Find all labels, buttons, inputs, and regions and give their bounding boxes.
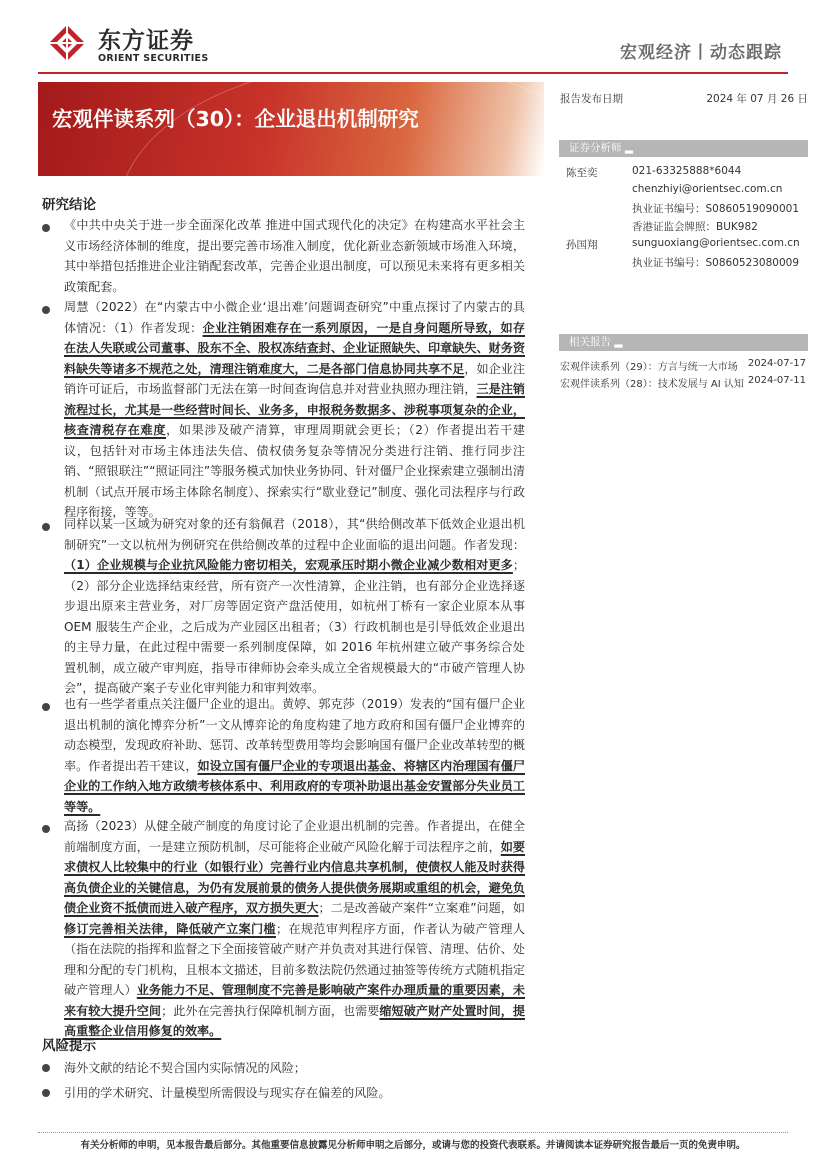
highlight-text: 如要求债权人比较集中的行业（如银行业）完善行业内信息共享机制，使债权人能及时获得高负债企业的关键信息，为仍有发展前景的债务人提供债务展期或重组的机会，避免负债企业资不抵债而进入破产程序，双方损失更大 — [64, 839, 525, 915]
text-run: ；（2）部分企业选择结束经营，所有资产一次性清算，企业注销，也有部分企业选择逐步退出原来主营业务，对厂房等固定资产盘活使用，如杭州丁桥有一家企业原本从事 OEM 服装生产企业，之后成为产业园区出租者；（3）行政机制也是引导低效企业退出的主导力量，在此过程中需要一系列制度保障，如 2016 年杭州建立破产事务综合处置机制，成立破产审判庭，指导市律师协会牵头成立全省规模最大的“市破产管理人协会”，提高破产案子专业化审判能力和审判效率。 — [64, 558, 525, 695]
text-run: ，如果涉及破产清算，审理周期就会更长；（2）作者提出若干建议，包括针对市场主体违法失信、债权债务复杂等情况分类进行注销、推行同步注销、“照银联注”“照证同注”等服务模式加快业务协同、针对僵尸企业探索建立强制出清机制（试点开展市场主体除名制度）、探索实行“歇业登记”制度、强化司法程序与行政程序衔接，等等。 — [64, 423, 525, 519]
bullet-icon — [42, 1089, 50, 1097]
bullet-icon — [42, 703, 50, 711]
highlight-text: 修订完善相关法律，降低破产立案门槛 — [64, 921, 276, 936]
paragraph-1: 《中共中央关于进一步全面深化改革 推进中国式现代化的决定》在构建高水平社会主义市场经济体制的维度，提出要完善市场准入制度，优化新业态新领域市场准入环境，其中举措包括推进企业注销配套改革，完善企业退出制度，可以预见未来将有更多相关政策配套。 — [64, 218, 525, 294]
text-run: ，如企业注销许可证后，市场监督部门无法在第一时间查询信息并对营业执照办理注销， — [64, 361, 525, 396]
report-title: 宏观伴读系列（30）：企业退出机制研究 — [52, 107, 419, 131]
logo-chinese-name: 东方证券 — [98, 28, 194, 54]
related-report-date: 2024-07-17 — [747, 358, 806, 369]
text-run: ；二是改善破产案件“立案难”问题，如 — [318, 901, 525, 915]
report-date: 2024 年 07 月 26 日 — [706, 93, 808, 105]
related-report-title[interactable]: 宏观伴读系列（29）：方言与统一大市场 — [560, 362, 738, 373]
text-run: 也有一些学者重点关注僵尸企业的退出。黄婷、郭克莎（2019）发表的“国有僵尸企业退出机制的演化博弈分析”一文从博弈论的角度构建了地方政府和国有僵尸企业博弈的动态模型，发现政府补助、惩罚、改革转型费用等均会影响国有僵尸企业改革转型的概率。作者提出若干建议， — [64, 697, 525, 773]
risk-item: 海外文献的结论不契合国内实际情况的风险； — [64, 1061, 306, 1075]
paragraph-2 — [64, 297, 525, 523]
bullet-icon — [42, 306, 50, 314]
analysts-section-bar: 证券分析师 ▂ — [559, 140, 808, 157]
related-report-date: 2024-07-11 — [747, 375, 806, 386]
analyst-license: 执业证书编号：S0860523080009 — [632, 257, 800, 269]
bullet-icon — [42, 1064, 50, 1072]
analysts-section-label: 证券分析师 — [569, 142, 622, 154]
logo-english-name: ORIENT SECURITIES — [98, 53, 209, 64]
conclusion-heading: 研究结论 — [42, 197, 96, 213]
analyst-name: 孙国翔 — [566, 239, 598, 251]
analyst-email[interactable]: chenzhiyi@orientsec.com.cn — [632, 183, 783, 195]
text-run: ；此外在完善执行保障机制方面，也需要 — [161, 1003, 380, 1018]
footer-disclaimer: 有关分析师的申明，见本报告最后部分。其他重要信息披露见分析师申明之后部分，或请与您的投资代表联系。并请阅读本证券研究报告最后一页的免责申明。 — [80, 1140, 746, 1151]
text-run: ；在规范审判程序方面，作者认为破产管理人（指在法院的指挥和监督之下全面接管破产财产并负责对其进行保管、清理、估价、处理和分配的专门机构，且根本文描述，目前多数法院仍然通过抽签等传统方式随机指定破产管理人） — [64, 921, 525, 997]
company-logo — [48, 22, 228, 68]
related-section-label: 相关报告 — [569, 336, 611, 348]
text-run: 高扬（2023）从健全破产制度的角度讨论了企业退出机制的完善。作者提出，在健全前端制度方面，一是建立预防机制，尽可能将企业破产风险化解于司法程序之前， — [64, 819, 525, 854]
analyst-name: 陈至奕 — [566, 167, 598, 179]
related-report-title[interactable]: 宏观伴读系列（28）：技术发展与 AI 认知 — [560, 379, 744, 390]
analyst-phone: 021-63325888*6044 — [632, 165, 742, 177]
highlight-text: 业务能力不足、管理制度不完善是影响破产案件办理质量的重要因素，未来有较大提升空间 — [64, 983, 525, 1018]
bullet-icon — [42, 523, 50, 531]
bullet-icon — [42, 224, 50, 232]
orient-logo-icon — [48, 24, 86, 62]
paragraph-4 — [64, 694, 525, 817]
highlight-text: 企业注销困难存在一系列原因，一是自身问题所导致，如存在法人失联或公司董事、股东不全、股权冻结查封、企业证照缺失、印章缺失、财务资料缺失等诸多不规范之处，清理注销难度大，二是各部门信息协同共享不足 — [64, 320, 525, 376]
paragraph-5 — [64, 816, 525, 1042]
highlight-text: 缩短破产财产处置时间，提高重整企业信用修复的效率。 — [64, 1003, 525, 1038]
report-date-label: 报告发布日期 — [560, 93, 623, 105]
text-run: 周慧（2022）在“内蒙古中小微企业‘退出难’问题调查研究”中重点探讨了内蒙古的具体情况：（1）作者发现： — [64, 300, 525, 335]
footer-divider — [38, 1132, 788, 1134]
paragraph-3 — [64, 514, 525, 699]
analyst-email[interactable]: sunguoxiang@orientsec.com.cn — [632, 237, 800, 249]
highlight-text: 如设立国有僵尸企业的专项退出基金、将辖区内治理国有僵尸企业的工作纳入地方政绩考核体系中、利用政府的专项补助退出基金安置部分失业员工等等。 — [64, 758, 525, 814]
risk-heading: 风险提示 — [42, 1038, 96, 1054]
related-section-bar: 相关报告 ▂ — [559, 334, 808, 351]
analyst-hk-license: 香港证监会牌照：BUK982 — [632, 221, 758, 233]
report-category: 宏观经济丨动态跟踪 — [620, 43, 782, 63]
text-run: 同样以某一区域为研究对象的还有翁佩君（2018），其“供给侧改革下低效企业退出机制研究”一文以杭州为例研究在供给侧改革的过程中企业面临的退出问题。作者发现： — [64, 517, 525, 552]
header-divider — [38, 72, 788, 74]
risk-item: 引用的学术研究、计量模型所需假设与现实存在偏差的风险。 — [64, 1086, 391, 1100]
analyst-license: 执业证书编号：S0860519090001 — [632, 203, 800, 215]
bullet-icon — [42, 825, 50, 833]
highlight-text: （1）企业规模与企业抗风险能力密切相关，宏观承压时期小微企业减少数相对更多 — [64, 558, 513, 572]
highlight-text: 三是注销流程过长，尤其是一些经营时间长、业务多，申报税务数据多、涉税事项复杂的企业，核查清税存在难度 — [64, 382, 525, 437]
